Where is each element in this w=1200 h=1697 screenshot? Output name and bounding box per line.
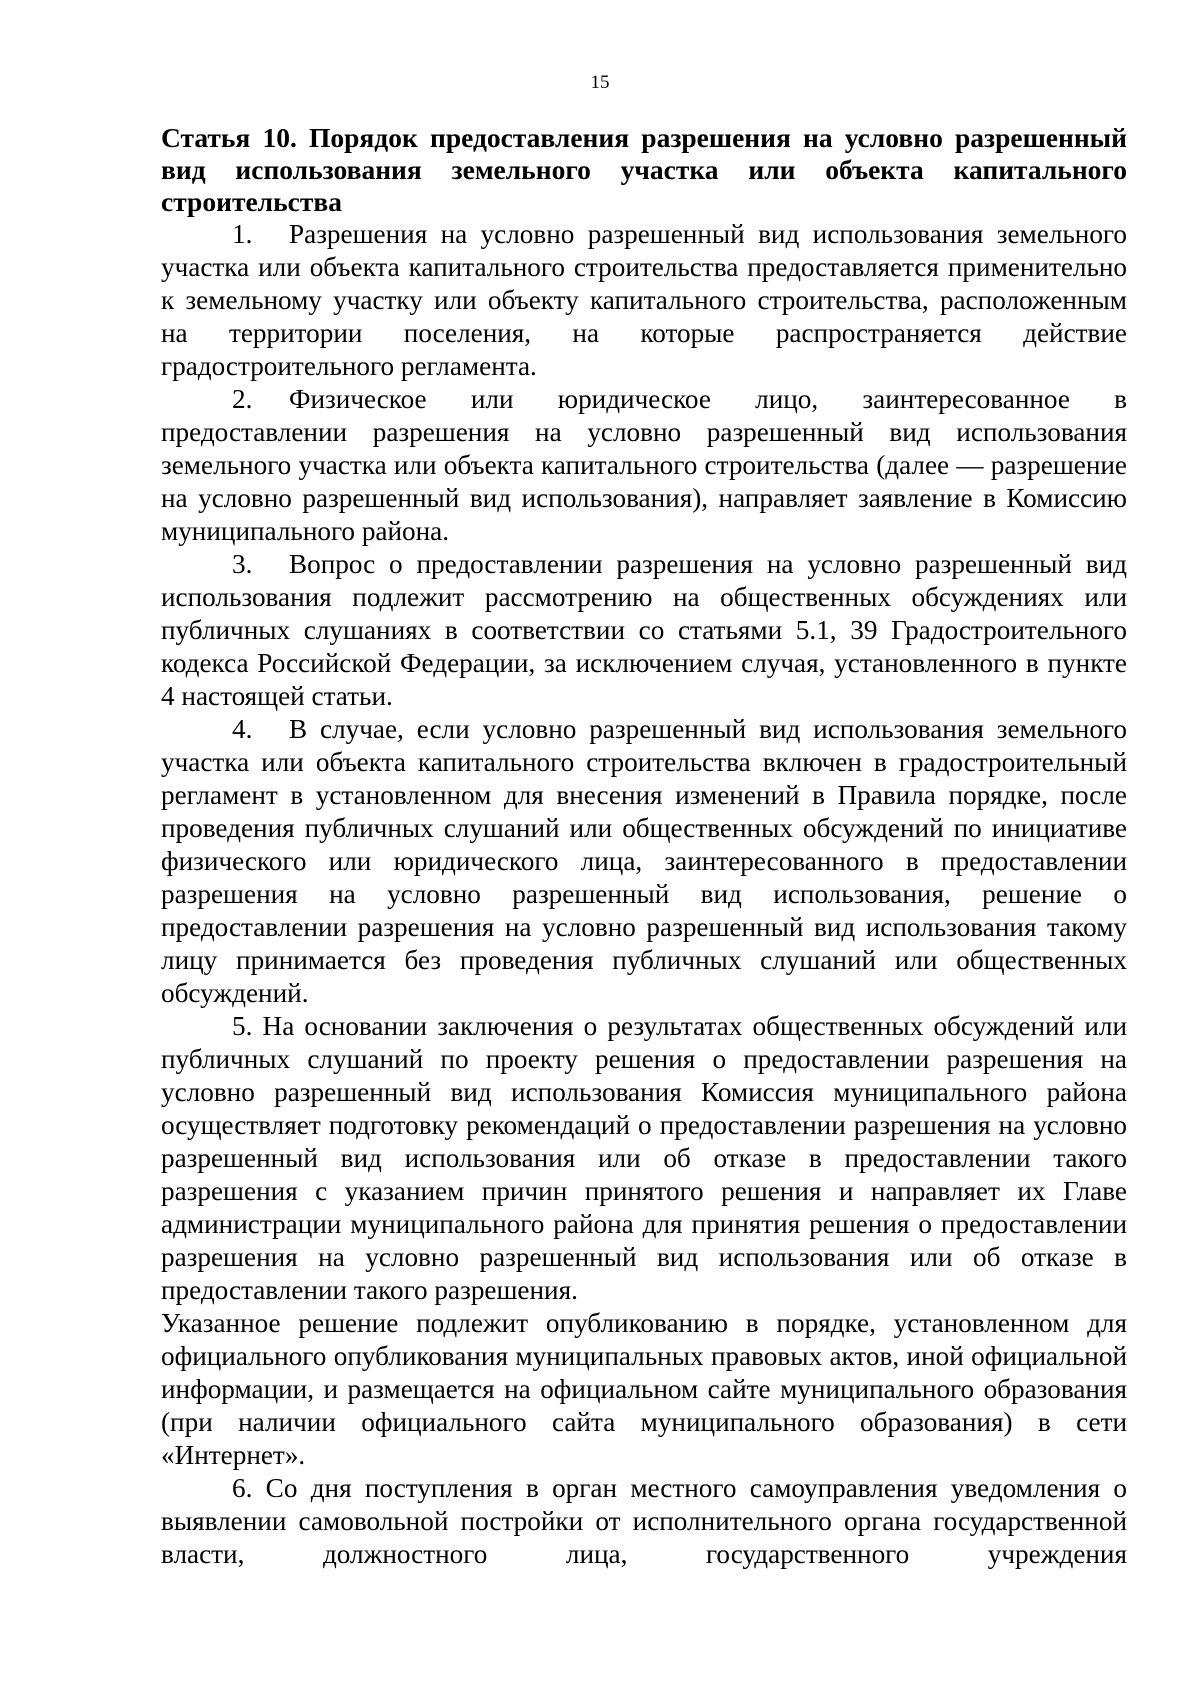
paragraph-6: 6. Со дня поступления в орган местного самоуправления уведомления о выявлении самовольной постройки от исполнительного органа государственной власти, должностного лица, государственного учреждения xyxy=(161,1473,1127,1569)
page-number: 15 xyxy=(590,72,610,93)
paragraph-text: Разрешения на условно разрешенный вид использования земельного участка или объекта капитального строительства предоставляется применительно к земельному участку или объекту капитального строительства, расположенным на территории поселения, на которые распространяется действие градостроительного регламента. xyxy=(161,219,1127,381)
paragraph-text: В случае, если условно разрешенный вид использования земельного участка или объекта капитального строительства включен в градостроительный регламент в установленном для внесения изменений в Правила порядке, после проведения публичных слушаний или общественных обсуждений по инициативе физического или юридического лица, заинтересованного в предоставлении разрешения на условно разрешенный вид использования, решение о предоставлении разрешения на условно разрешенный вид использования такому лицу принимается без проведения публичных слушаний или общественных обсуждений. xyxy=(161,714,1127,1008)
paragraph-number: 1. xyxy=(232,219,253,249)
paragraph-number: 4. xyxy=(232,714,253,744)
article-title: Статья 10. Порядок предоставления разрешения на условно разрешенный вид использования земельного участка или объекта капитального строительства xyxy=(161,122,1127,217)
paragraph-number: 3. xyxy=(232,549,253,579)
paragraph-3 xyxy=(161,548,1127,713)
paragraph-number: 2. xyxy=(232,384,253,414)
paragraph-text: Физическое или юридическое лицо, заинтересованное в предоставлении разрешения на условно разрешенный вид использования земельного участка или объекта капитального строительства (далее — разрешение на условно разрешенный вид использования), направляет заявление в Комиссию муниципального района. xyxy=(161,384,1127,546)
paragraph-1 xyxy=(161,218,1127,383)
paragraph-2 xyxy=(161,383,1127,548)
page-content xyxy=(161,122,1127,1571)
publication-note: Указанное решение подлежит опубликованию в порядке, установленном для официального опубликования муниципальных правовых актов, иной официальной информации, и размещается на официальном сайте муниципального образования (при наличии официального сайта муниципального образования) в сети «Интернет». xyxy=(161,1308,1127,1470)
paragraph-text: Вопрос о предоставлении разрешения на условно разрешенный вид использования подлежит рассмотрению на общественных обсуждениях или публичных слушаниях в соответствии со статьями 5.1, 39 Градостроительного кодекса Российской Федерации, за исключением случая, установленного в пункте 4 настоящей статьи. xyxy=(161,549,1127,711)
paragraph-5: 5. На основании заключения о результатах общественных обсуждений или публичных слушаний по проекту решения о предоставлении разрешения на условно разрешенный вид использования Комиссия муниципального района осуществляет подготовку рекомендаций о предоставлении разрешения на условно разрешенный вид использования или об отказе в предоставлении такого разрешения с указанием причин принятого решения и направляет их Главе администрации муниципального района для принятия решения о предоставлении разрешения на условно разрешенный вид использования или об отказе в предоставлении такого разрешения. xyxy=(161,1011,1127,1305)
paragraph-4 xyxy=(161,713,1127,1010)
